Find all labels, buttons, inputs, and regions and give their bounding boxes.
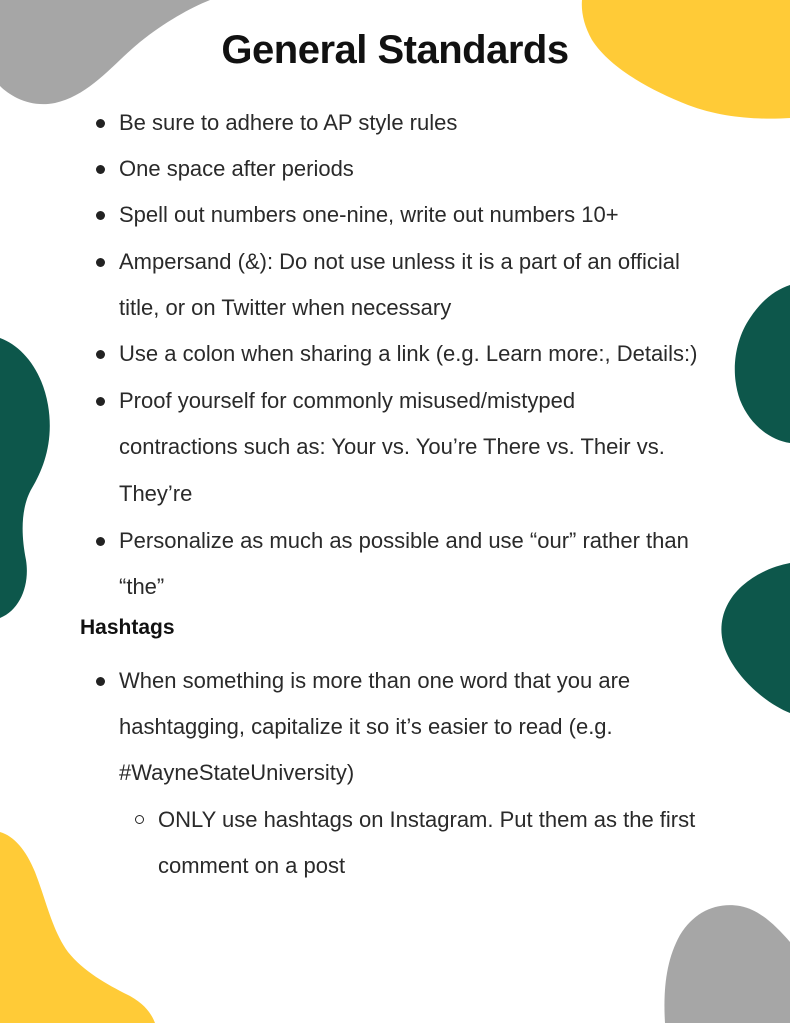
list-item: Use a colon when sharing a link (e.g. Learn more:, Details:) (119, 341, 698, 366)
list-item-continuation: #WayneStateUniversity) (119, 760, 355, 785)
yellow-blob-bottom-left (0, 832, 155, 1023)
list-item-continuation: title, or on Twitter when necessary (119, 295, 452, 320)
list-item: Personalize as much as possible and use “our” rather than (119, 528, 689, 553)
list-item-continuation: They’re (119, 481, 193, 506)
hollow-bullet-icon (135, 815, 144, 824)
green-blob-right-upper (735, 285, 790, 443)
list-item-continuation: contractions such as: Your vs. You’re There vs. Their vs. (119, 434, 665, 459)
list-item: Spell out numbers one-nine, write out numbers 10+ (119, 202, 619, 227)
bullet-icon (96, 119, 105, 128)
page-title: General Standards (221, 28, 569, 72)
hashtags-heading: Hashtags (80, 616, 175, 639)
list-item: Proof yourself for commonly misused/mistyped (119, 388, 576, 413)
gray-blob-bottom-right (664, 905, 790, 1023)
green-blob-left (0, 338, 50, 618)
bullet-icon (96, 258, 105, 267)
bullet-icon (96, 537, 105, 546)
sub-list-item-continuation: comment on a post (158, 853, 346, 878)
list-item: Ampersand (&): Do not use unless it is a part of an official (119, 249, 680, 274)
bullet-icon (96, 350, 105, 359)
green-blob-right-lower (721, 563, 790, 713)
sub-list-item: ONLY use hashtags on Instagram. Put them as the first (158, 807, 696, 832)
bullet-icon (96, 397, 105, 406)
bullet-icon (96, 165, 105, 174)
list-item: Be sure to adhere to AP style rules (119, 110, 458, 135)
bullet-icon (96, 211, 105, 220)
list-item-continuation: “the” (119, 574, 165, 599)
list-item: When something is more than one word that you are (119, 668, 631, 693)
list-item: One space after periods (119, 156, 354, 181)
list-item-continuation: hashtagging, capitalize it so it’s easier to read (e.g. (119, 714, 613, 739)
bullet-icon (96, 677, 105, 686)
